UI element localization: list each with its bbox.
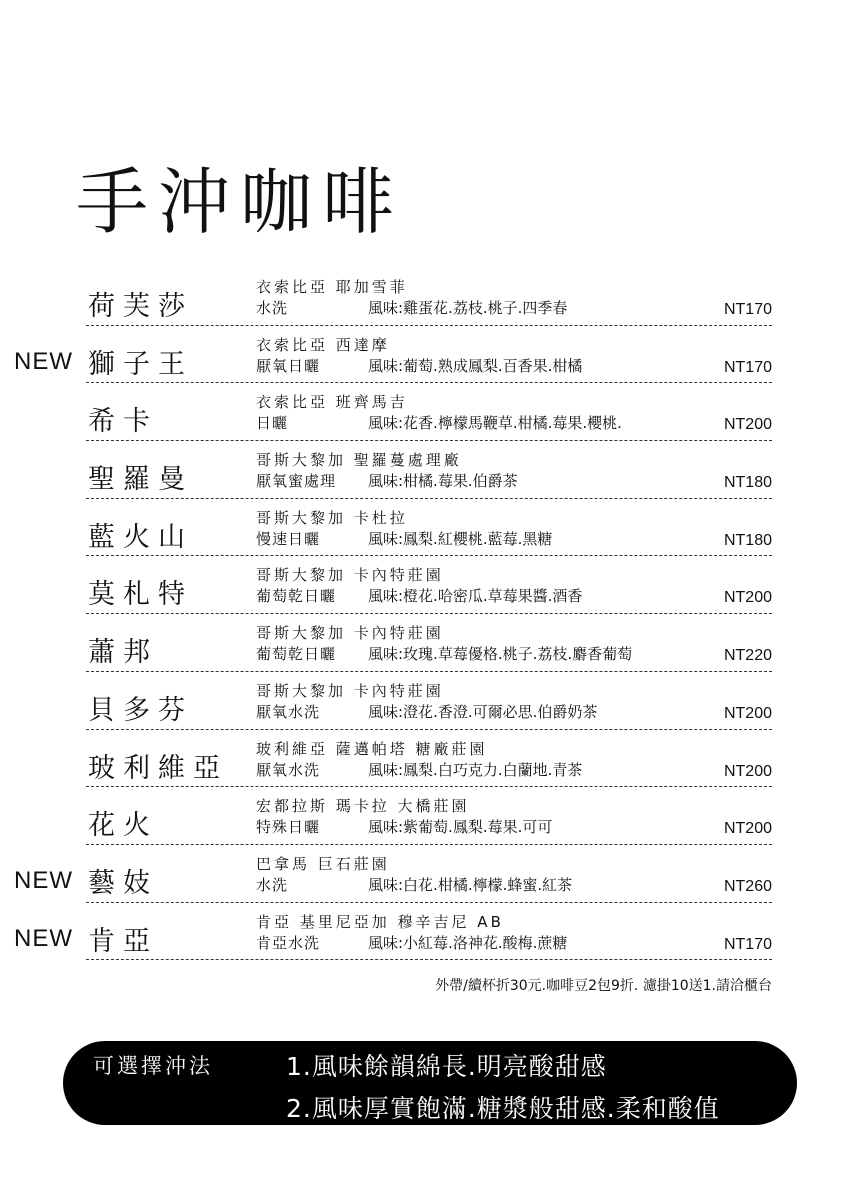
coffee-flavor: 風味:玫瑰.草莓優格.桃子.荔枝.麝香葡萄: [368, 645, 633, 664]
menu-item: [0, 734, 848, 792]
dashed-divider: [86, 613, 772, 614]
coffee-process: 葡萄乾日曬: [256, 587, 337, 606]
coffee-price: NT200: [723, 704, 772, 722]
coffee-origin: 哥斯大黎加 卡內特莊園: [256, 681, 444, 700]
takeaway-note: 外帶/續杯折30元.咖啡豆2包9折. 濾掛10送1.請洽櫃台: [435, 978, 772, 994]
menu-item: [0, 618, 848, 676]
page-title: 手沖咖啡: [76, 160, 405, 245]
coffee-name: 玻利維亞: [88, 752, 228, 784]
coffee-process: 水洗: [256, 299, 289, 317]
brew-option-2: 2.風味厚實飽滿.糖漿般甜感.柔和酸值: [286, 1094, 720, 1123]
dashed-divider: [86, 902, 772, 903]
coffee-process: 厭氧日曬: [256, 356, 321, 375]
coffee-name: 聖羅曼: [88, 464, 193, 496]
coffee-flavor: 風味:柑橘.莓果.伯爵茶: [368, 472, 518, 491]
coffee-process: 厭氧蜜處理: [256, 472, 337, 491]
coffee-origin: 哥斯大黎加 卡內特莊園: [256, 624, 444, 643]
coffee-name: 貝多芬: [88, 694, 193, 726]
coffee-name: 希卡: [88, 406, 158, 438]
menu-item: [0, 445, 848, 503]
coffee-flavor: 風味:鳳梨.白巧克力.白蘭地.青茶: [368, 760, 583, 779]
brew-method-panel: [63, 1041, 797, 1125]
coffee-flavor: 風味:白花.柑橘.檸檬.蜂蜜.紅茶: [368, 875, 573, 894]
menu-item: [0, 791, 848, 849]
coffee-process: 葡萄乾日曬: [256, 645, 337, 664]
coffee-process: 日曬: [256, 414, 289, 433]
coffee-process: 厭氧水洗: [256, 760, 321, 779]
coffee-origin: 玻利維亞 薩邁帕塔 糖廠莊園: [256, 739, 488, 758]
coffee-origin: 衣索比亞 西達摩: [256, 335, 390, 354]
coffee-name: 肯亞: [88, 925, 158, 957]
coffee-name: 蕭邦: [88, 637, 158, 669]
menu-item: [0, 676, 848, 734]
dashed-divider: [86, 555, 772, 556]
coffee-origin: 哥斯大黎加 卡內特莊園: [256, 566, 444, 585]
coffee-price: NT170: [723, 935, 772, 953]
coffee-price: NT170: [723, 358, 772, 376]
coffee-origin: 肯亞 基里尼亞加 穆辛吉尼 AB: [256, 912, 504, 931]
dashed-divider: [86, 382, 772, 383]
coffee-origin: 衣索比亞 耶加雪菲: [256, 278, 408, 296]
dashed-divider: [86, 325, 772, 326]
dashed-divider: [86, 786, 772, 787]
coffee-price: NT200: [723, 820, 772, 838]
coffee-flavor: 風味:小紅莓.洛神花.酸梅.蔗糖: [368, 933, 568, 952]
dashed-divider: [86, 671, 772, 672]
coffee-price: NT180: [723, 474, 772, 492]
coffee-price: NT200: [723, 762, 772, 780]
menu-item: [0, 272, 848, 330]
coffee-origin: 巴拿馬 巨石莊園: [256, 854, 390, 873]
coffee-flavor: 風味:雞蛋花.荔枝.桃子.四季春: [368, 299, 568, 317]
dashed-divider: [86, 498, 772, 499]
coffee-flavor: 風味:鳳梨.紅櫻桃.藍莓.黑糖: [368, 529, 553, 548]
coffee-name: 荷芙莎: [88, 291, 193, 322]
coffee-name: 藝妓: [88, 867, 158, 899]
menu-item: [0, 907, 848, 965]
coffee-price: NT260: [723, 877, 772, 895]
coffee-origin: 衣索比亞 班齊馬吉: [256, 393, 408, 412]
coffee-process: 特殊日曬: [256, 818, 321, 837]
coffee-flavor: 風味:澄花.香澄.可爾必思.伯爵奶茶: [368, 702, 598, 721]
menu-item: [0, 330, 848, 388]
dashed-divider: [86, 729, 772, 730]
coffee-origin: 宏都拉斯 瑪卡拉 大橋莊園: [256, 797, 470, 816]
coffee-flavor: 風味:橙花.哈密瓜.草莓果醬.酒香: [368, 587, 583, 606]
dashed-divider: [86, 440, 772, 441]
coffee-menu-list: [0, 272, 848, 964]
coffee-name: 獅子王: [88, 348, 193, 380]
coffee-flavor: 風味:葡萄.熟成鳳梨.百香果.柑橘: [368, 356, 583, 375]
new-badge: NEW: [14, 347, 73, 375]
menu-item: [0, 849, 848, 907]
coffee-price: NT200: [723, 416, 772, 434]
menu-item: [0, 387, 848, 445]
coffee-price: NT200: [723, 589, 772, 607]
menu-item: [0, 560, 848, 618]
coffee-process: 厭氧水洗: [256, 702, 321, 721]
coffee-process: 肯亞水洗: [256, 933, 321, 952]
dashed-divider: [86, 959, 772, 960]
brew-option-1: 1.風味餘韻綿長.明亮酸甜感: [286, 1052, 607, 1081]
new-badge: NEW: [14, 866, 73, 894]
coffee-flavor: 風味:紫葡萄.鳳梨.莓果.可可: [368, 818, 553, 837]
brew-method-label: 可選擇沖法: [93, 1054, 213, 1078]
coffee-process: 水洗: [256, 875, 289, 894]
coffee-origin: 哥斯大黎加 卡杜拉: [256, 508, 408, 527]
coffee-price: NT220: [723, 647, 772, 665]
dashed-divider: [86, 844, 772, 845]
coffee-name: 莫札特: [88, 579, 193, 611]
coffee-process: 慢速日曬: [256, 529, 321, 548]
coffee-flavor: 風味:花香.檸檬馬鞭草.柑橘.莓果.櫻桃.: [368, 414, 622, 433]
menu-item: [0, 503, 848, 561]
coffee-name: 花火: [88, 810, 158, 842]
coffee-name: 藍火山: [88, 521, 193, 553]
coffee-price: NT180: [723, 531, 772, 549]
coffee-origin: 哥斯大黎加 聖羅蔓處理廠: [256, 451, 462, 470]
coffee-price: NT170: [723, 301, 772, 318]
new-badge: NEW: [14, 924, 73, 952]
